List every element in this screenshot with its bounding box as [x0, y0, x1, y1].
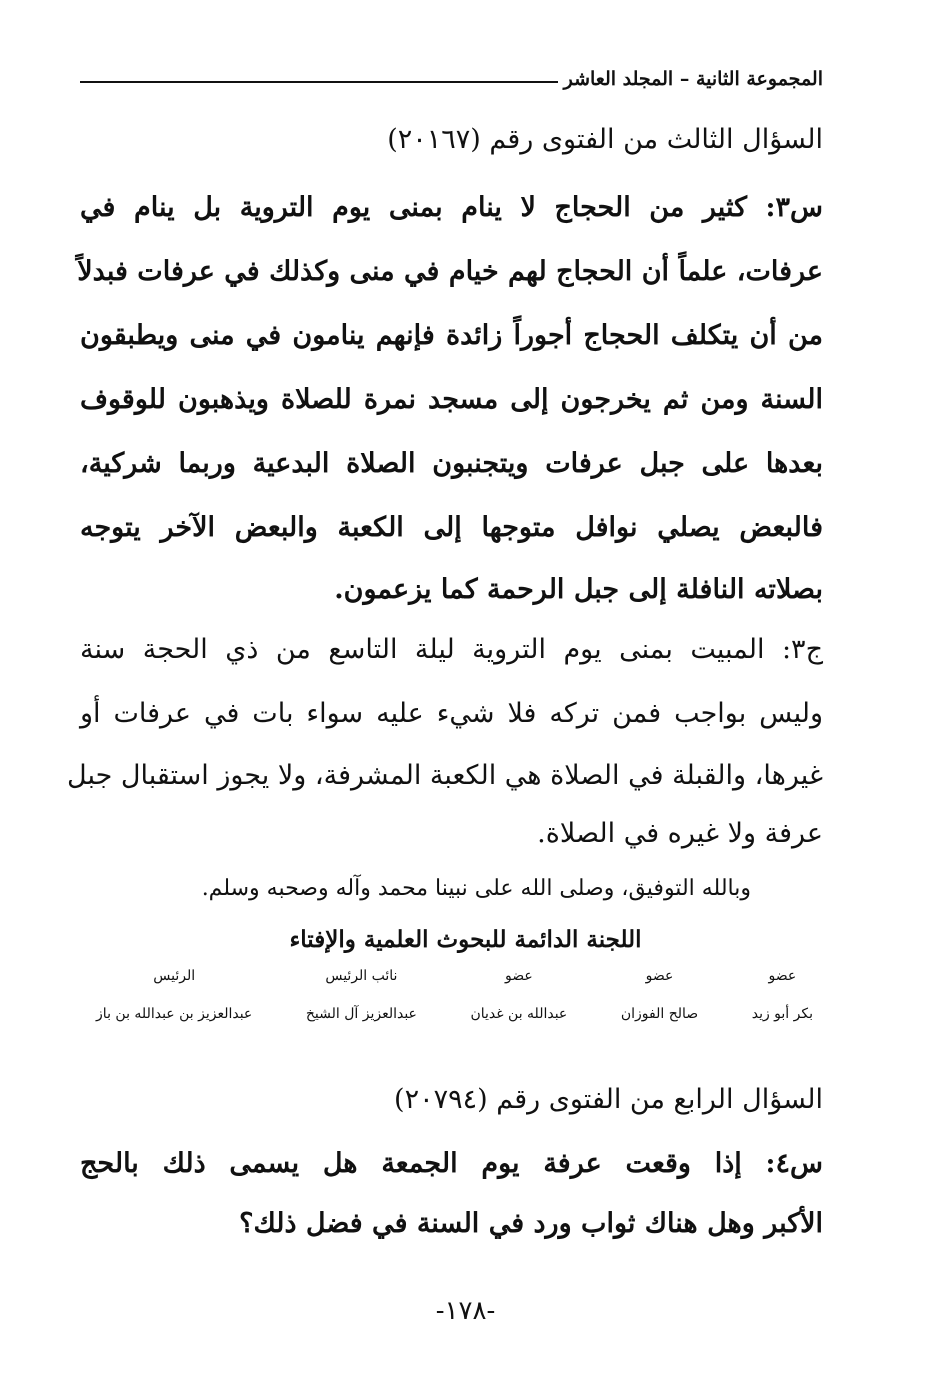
signatory-role: عضو	[768, 968, 797, 984]
signatory	[752, 968, 813, 1022]
question-3-line: من أن يتكلف الحجاج أجوراً زائدة فإنهم ينامون في منى ويطبقون	[80, 320, 823, 351]
question-3-line: عرفات، علماً أن الحجاج لهم خيام في منى وكذلك في عرفات فبدلاً	[77, 256, 823, 287]
signatory-name: عبدالله بن غديان	[470, 1006, 568, 1022]
answer-3-line: وليس بواجب فمن تركه فلا شيء عليه سواء بات في عرفات أو	[80, 698, 823, 729]
running-header	[80, 62, 823, 96]
fatwa-4-title: السؤال الرابع من الفتوى رقم (٢٠٧٩٤)	[394, 1084, 823, 1115]
signatory-name: عبدالعزيز آل الشيخ	[305, 1006, 417, 1022]
question-4-line: س٤: إذا وقعت عرفة يوم الجمعة هل يسمى ذلك بالحج	[80, 1148, 823, 1179]
signatory-row	[96, 968, 813, 1022]
answer-3-line: ج٣: المبيت بمنى يوم التروية ليلة التاسع من ذي الحجة سنة	[80, 634, 823, 665]
signatory-name: عبدالعزيز بن عبدالله بن باز	[96, 1006, 253, 1022]
page-number: -١٧٨-	[435, 1296, 496, 1326]
signatory	[96, 968, 252, 1022]
header-title: المجموعة الثانية – المجلد العاشر	[563, 68, 823, 90]
closing-salutation: وبالله التوفيق، وصلى الله على نبينا محمد وآله وصحبه وسلم.	[201, 876, 751, 901]
answer-3-line-last: عرفة ولا غيره في الصلاة.	[537, 818, 823, 849]
signatories	[96, 968, 813, 1022]
committee-name: اللجنة الدائمة للبحوث العلمية والإفتاء	[289, 926, 642, 953]
signatory	[306, 968, 417, 1022]
question-3-line: فالبعض يصلي نوافل متوجها إلى الكعبة والبعض الآخر يتوجه	[80, 512, 823, 543]
header-rule	[80, 81, 558, 83]
signatory-role: نائب الرئيس	[325, 968, 398, 984]
signatory-role: عضو	[645, 968, 674, 984]
signatory-role: الرئيس	[153, 968, 196, 984]
question-4-line-last: الأكبر وهل هناك ثواب ورد في السنة في فضل ذلك؟	[239, 1208, 823, 1239]
question-3-line: س٣: كثير من الحجاج لا ينام بمنى يوم التروية بل ينام في	[80, 192, 823, 223]
question-3-line-last: بصلاته النافلة إلى جبل الرحمة كما يزعمون.	[334, 574, 823, 605]
signatory-name: بكر أبو زيد	[751, 1006, 813, 1022]
answer-3-line: غيرها، والقبلة في الصلاة هي الكعبة المشرفة، ولا يجوز استقبال جبل	[67, 760, 823, 791]
signatory-role: عضو	[505, 968, 533, 984]
signatory	[470, 968, 567, 1022]
question-3-line: السنة ومن ثم يخرجون إلى مسجد نمرة للصلاة ويذهبون للوقوف	[80, 384, 823, 415]
question-3-line: بعدها على جبل عرفات ويتجنبون الصلاة البدعية وربما شركية،	[80, 448, 823, 479]
fatwa-3-title: السؤال الثالث من الفتوى رقم (٢٠١٦٧)	[387, 124, 823, 155]
signatory	[621, 968, 698, 1022]
signatory-name: صالح الفوزان	[620, 1006, 699, 1022]
